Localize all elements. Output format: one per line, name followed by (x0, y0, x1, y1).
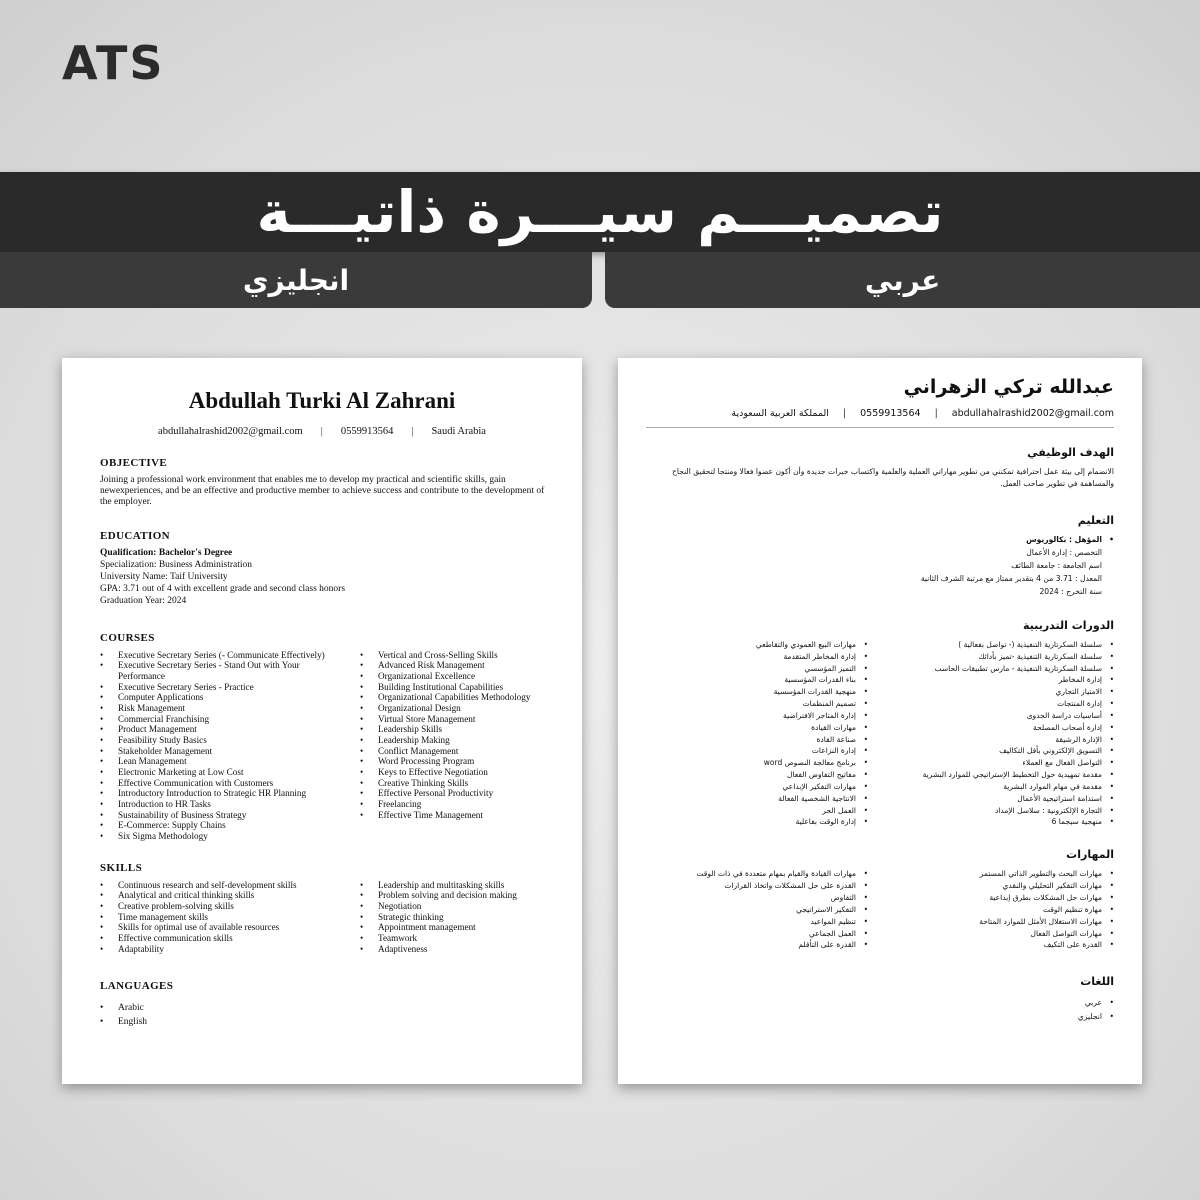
title-banner (0, 172, 1200, 252)
list-item: • Lean Management (98, 756, 348, 767)
education-line: المعدل : 3.71 من 4 بتقدير ممتاز مع مرتبة الشرف الثانية (920, 574, 1102, 583)
skills-columns (646, 868, 1114, 951)
list-item: • Effective Time Management (358, 810, 530, 821)
list-item: • إدارة المتاجر الافتراضية (756, 710, 868, 722)
courses-list-left (756, 639, 868, 829)
list-item: • Keys to Effective Negotiation (358, 767, 530, 778)
list-item: • Freelancing (358, 799, 530, 810)
list-item: • مفاتيح التفاوض الفعال (756, 769, 868, 781)
list-item: • Commercial Franchising (98, 714, 348, 725)
list-item: • Sustainability of Business Strategy (98, 810, 348, 821)
courses-list-left (98, 650, 348, 842)
list-item: • Executive Secretary Series - Practice (98, 682, 348, 693)
list-item: • Leadership Making (358, 735, 530, 746)
list-item: • Vertical and Cross-Selling Skills (358, 650, 530, 661)
list-item: • Analytical and critical thinking skills (98, 890, 348, 901)
list-item: • إدارة المخاطر المتقدمة (756, 651, 868, 663)
list-item: • Skills for optimal use of available resources (98, 922, 348, 933)
list-item: • برنامج معالجة النصوص word (756, 757, 868, 769)
phone: 0559913564 (860, 408, 921, 419)
list-item: • مقدمة في مهام الموارد البشرية (874, 781, 1114, 793)
list-item: • Conflict Management (358, 746, 530, 757)
list-item: • Appointment management (358, 922, 517, 933)
skills-heading: SKILLS (100, 861, 143, 874)
list-item: • Computer Applications (98, 692, 348, 703)
list-item: • Product Management (98, 724, 348, 735)
tab-english[interactable]: انجليزي (0, 252, 592, 308)
education-block (98, 548, 546, 608)
list-item: • أساسيات دراسة الجدوى (874, 710, 1114, 722)
languages-heading: اللغات (1080, 975, 1114, 989)
list-item: • مهارات التفكير الإبداعي (756, 781, 868, 793)
list-item: • منهجية سيجما 6 (874, 816, 1114, 828)
languages-list (98, 1002, 546, 1030)
list-item: • Building Institutional Capabilities (358, 682, 530, 693)
list-item: • التفكير الاستراتيجي (696, 904, 868, 916)
list-item: • إدارة النزاعات (756, 745, 868, 757)
list-item: • التميز المؤسسي (756, 663, 868, 675)
education-line: اسم الجامعة : جامعة الطائف (1011, 561, 1102, 571)
list-item: • مهارات القيادة والقيام بمهام متعددة في ذات الوقت (696, 868, 868, 880)
list-item: • منهجية القدرات المؤسسية (756, 686, 868, 698)
list-item: • سلسلة السكرتارية التنفيذية - مارس تطبيقات الحاسب (874, 663, 1114, 675)
phone: 0559913564 (340, 426, 394, 437)
courses-heading: الدورات التدريبية (1023, 618, 1114, 632)
list-item: • Problem solving and decision making (358, 890, 517, 901)
list-item: • القدرة على التأقلم (696, 939, 868, 951)
country: المملكة العربية السعودية (731, 408, 829, 419)
list-item: • Feasibility Study Basics (98, 735, 348, 746)
list-item: • مهارات الاستغلال الأمثل للموارد المتاحة (874, 916, 1114, 928)
list-item: • Organizational Design (358, 703, 530, 714)
languages-list (646, 996, 1114, 1023)
list-item: • Time management skills (98, 912, 348, 923)
list-item: • Organizational Excellence (358, 671, 530, 682)
list-item: • Creative problem-solving skills (98, 901, 348, 912)
list-item: • Adaptiveness (358, 944, 517, 955)
tab-arabic[interactable]: عربي (605, 252, 1200, 308)
list-item: • انجليزي (646, 1010, 1114, 1023)
separator: | (842, 408, 847, 419)
list-item: • مهارات البيع العمودي والتقاطعي (756, 639, 868, 651)
list-item: • Teamwork (358, 933, 517, 944)
contact-line (646, 408, 1114, 419)
list-item: • التسويق الإلكتروني بأقل التكاليف (874, 745, 1114, 757)
skills-list-left (696, 868, 868, 951)
list-item: • صناعة القادة (756, 734, 868, 746)
list-item: • Risk Management (98, 703, 348, 714)
list-item: • E-Commerce: Supply Chains (98, 820, 348, 831)
skills-heading: المهارات (1066, 848, 1114, 862)
list-item: • Leadership and multitasking skills (358, 880, 517, 891)
list-item: • مقدمة تمهيدية حول التخطيط الإستراتيجي للموارد البشرية (874, 769, 1114, 781)
objective-heading: OBJECTIVE (100, 457, 168, 469)
banner-title: تصميـــم سيـــرة ذاتيـــة (256, 178, 944, 246)
list-item: • Six Sigma Methodology (98, 831, 348, 842)
list-item: • Organizational Capabilities Methodology (358, 692, 530, 703)
list-item: • القدرة على حل المشكلات واتخاذ القرارات (696, 880, 868, 892)
list-item: • إدارة المخاطر (874, 674, 1114, 686)
list-item: • تصميم المنظمات (756, 698, 868, 710)
list-item: • التواصل الفعال مع العملاء (874, 757, 1114, 769)
skills-list-left (98, 880, 348, 955)
divider (646, 427, 1114, 428)
courses-list-right (358, 650, 530, 842)
list-item: • Continuous research and self-development skills (98, 880, 348, 891)
list-item: • سلسلة السكرتارية التنفيذية (- تواصل بفعالية ) (874, 639, 1114, 651)
separator: | (411, 426, 414, 437)
list-item: • English (98, 1016, 546, 1030)
skills-list-right (874, 868, 1114, 951)
contact-line (98, 426, 546, 437)
languages-heading: LANGUAGES (100, 980, 174, 993)
ats-logo: ATS (62, 36, 165, 90)
cv-english-page (62, 358, 582, 1084)
education-line: • المؤهل : بكالوريوس (646, 534, 1114, 547)
list-item: • Virtual Store Management (358, 714, 530, 725)
list-item: • Electronic Marketing at Low Cost (98, 767, 348, 778)
list-item: • Leadership Skills (358, 724, 530, 735)
email: abdullahalrashid2002@gmail.com (951, 408, 1114, 419)
list-item: • Adaptability (98, 944, 348, 955)
education-line: University Name: Taif University (100, 571, 228, 582)
list-item: • الانتاجية الشخصية الفعالة (756, 793, 868, 805)
objective-text: Joining a professional work environment that enables me to develop my practical and scientific skills, gain newexperiences, and be an effective and productive member to achieve success and contribute to the development of the employer. (100, 475, 545, 507)
list-item: • Creative Thinking Skills (358, 778, 530, 789)
list-item: • إدارة الوقت بفاعلية (756, 816, 868, 828)
cv-name: عبدالله تركي الزهراني (903, 376, 1114, 398)
list-item: • التجارة الإلكترونية : سلاسل الإمداد (874, 805, 1114, 817)
list-item: • Effective Personal Productivity (358, 788, 530, 799)
list-item: • بناء القدرات المؤسسية (756, 674, 868, 686)
list-item: • مهارات القيادة (756, 722, 868, 734)
list-item: • مهارات البحث والتطوير الذاتي المستمر (874, 868, 1114, 880)
skills-columns (98, 880, 546, 955)
list-item: • العمل الحر (756, 805, 868, 817)
education-line: سنة التخرج : 2024 (1039, 586, 1102, 596)
education-block (646, 534, 1114, 599)
list-item: • Stakeholder Management (98, 746, 348, 757)
list-item: • مهارات التفكير التحليلي والنقدي (874, 880, 1114, 892)
list-item: • Introduction to HR Tasks (98, 799, 348, 810)
education-heading: التعليم (1077, 514, 1114, 528)
education-line: GPA: 3.71 out of 4 with excellent grade and second class honors (100, 583, 346, 594)
list-item: • Strategic thinking (358, 912, 517, 923)
education-line: Graduation Year: 2024 (100, 595, 187, 606)
list-item: • Word Processing Program (358, 756, 530, 767)
list-item: • مهارات حل المشكلات بطرق إبداعية (874, 892, 1114, 904)
list-item: • استدامة استراتيجية الأعمال (874, 793, 1114, 805)
list-item: • العمل الجماعي (696, 928, 868, 940)
cv-name: Abdullah Turki Al Zahrani (188, 388, 456, 413)
list-item: • إدارة المنتجات (874, 698, 1114, 710)
separator: | (320, 426, 323, 437)
list-item: • الامتياز التجاري (874, 686, 1114, 698)
courses-columns (98, 650, 546, 842)
list-item: • القدرة على التكيف (874, 939, 1114, 951)
email: abdullahalrashid2002@gmail.com (158, 426, 303, 437)
list-item: • Executive Secretary Series (- Communicate Effectively) (98, 650, 348, 661)
education-line: Qualification: Bachelor's Degree (100, 547, 233, 558)
list-item: • Executive Secretary Series - Stand Out with Your Performance (98, 660, 348, 681)
objective-text: الانضمام إلى بيئة عمل احترافية تمكنني من تطوير مهاراتي العملية والعلمية واكتساب خبرات جديدة وأن أكون عضوا فعالا ومنتجا لتحقيق النجاح والمساهمة في تطوير صاحب العمل. (671, 467, 1114, 489)
list-item: • تنظيم المواعيد (696, 916, 868, 928)
list-item: • Arabic (98, 1002, 546, 1016)
courses-list-right (874, 639, 1114, 829)
list-item: • عربي (646, 996, 1114, 1009)
list-item: • مهارات التواصل الفعال (874, 928, 1114, 940)
courses-heading: COURSES (100, 631, 155, 644)
list-item: • الإدارة الرشيقة (874, 734, 1114, 746)
list-item: • Advanced Risk Management (358, 660, 530, 671)
list-item: • Effective communication skills (98, 933, 348, 944)
list-item: • إدارة أصحاب المصلحة (874, 722, 1114, 734)
cv-arabic-page (618, 358, 1142, 1084)
separator: | (934, 408, 938, 419)
education-line: Specialization: Business Administration (100, 559, 252, 570)
list-item: • Introductory Introduction to Strategic HR Planning (98, 788, 348, 799)
education-line: التخصص : إدارة الأعمال (1026, 548, 1102, 558)
objective-heading: الهدف الوظيفي (1027, 446, 1114, 459)
list-item: • مهارة تنظيم الوقت (874, 904, 1114, 916)
list-item: • Effective Communication with Customers (98, 778, 348, 789)
list-item: • سلسلة السكرتارية التنفيذية -تميز بأدائك (874, 651, 1114, 663)
country: Saudi Arabia (431, 426, 486, 437)
list-item: • التفاوض (696, 892, 868, 904)
skills-list-right (358, 880, 517, 955)
list-item: • Negotiation (358, 901, 517, 912)
education-heading: EDUCATION (100, 529, 171, 542)
courses-columns (646, 639, 1114, 829)
